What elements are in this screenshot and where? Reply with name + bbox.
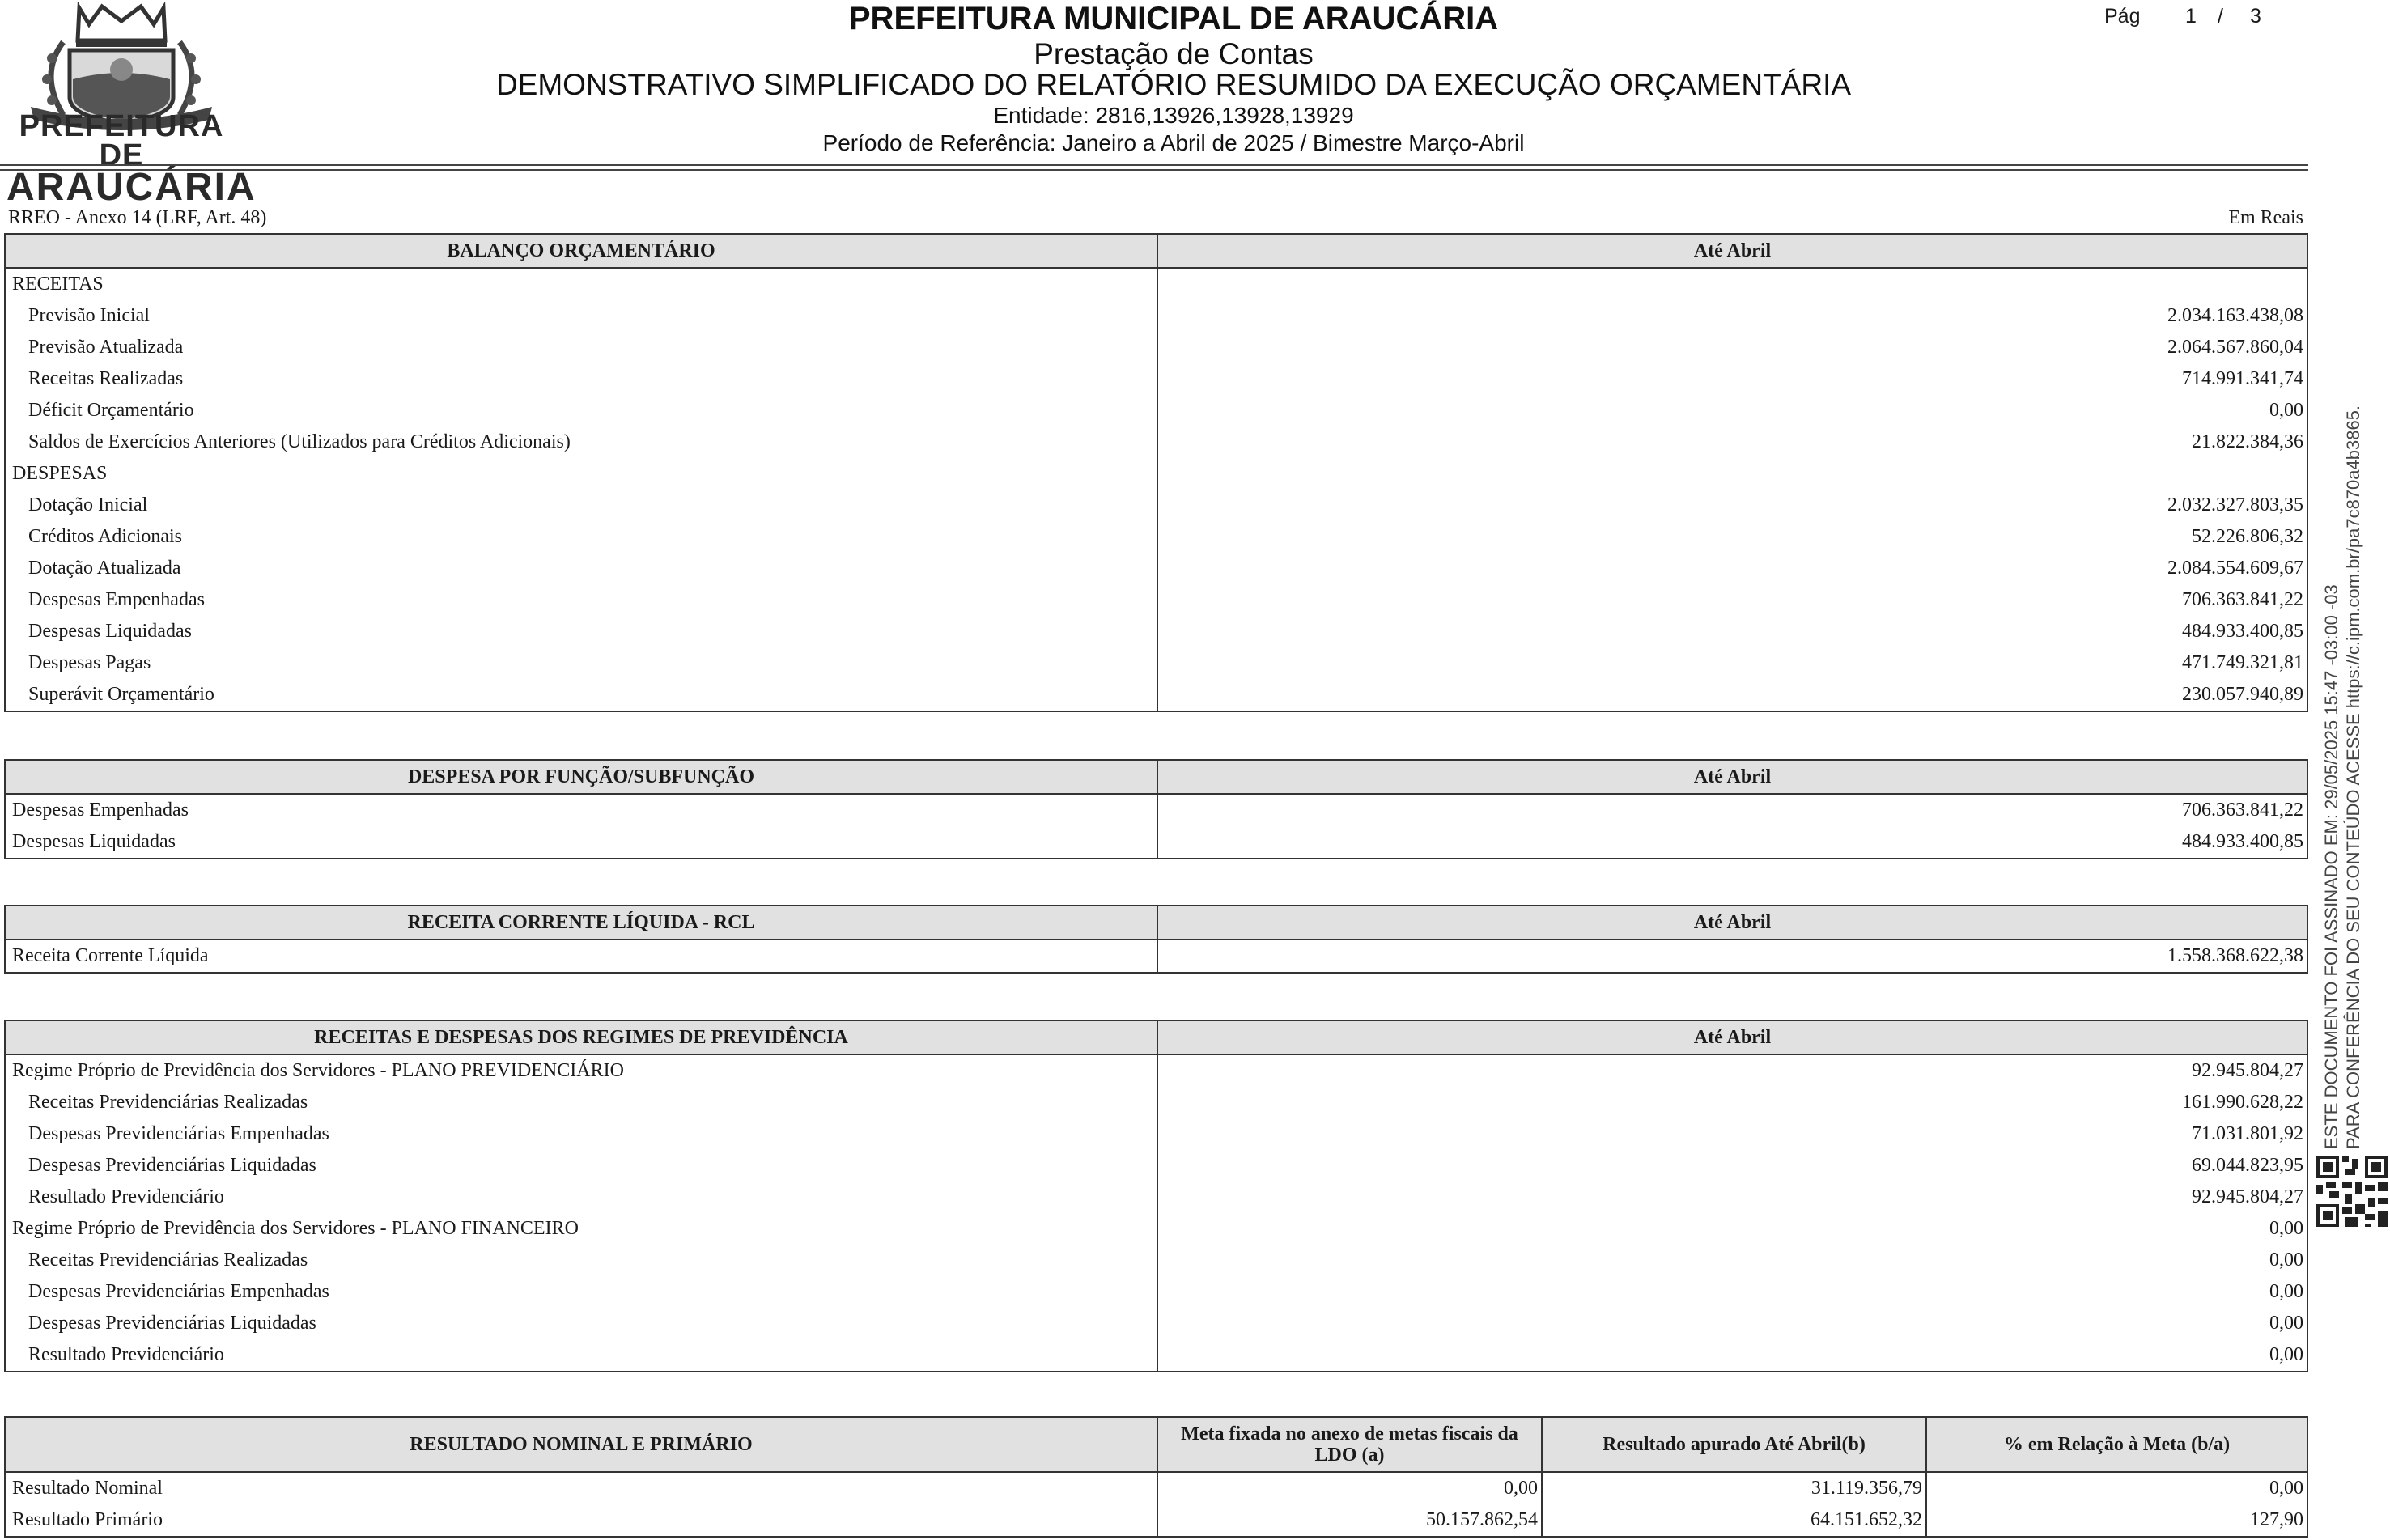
balanco-orcamentario-table — [4, 233, 2308, 712]
resultado-col-apurado: Resultado apurado Até Abril(b) — [1542, 1417, 1926, 1472]
page-label: Pág — [2104, 5, 2141, 28]
table-row: Saldos de Exercícios Anteriores (Utilizados para Créditos Adicionais) 21.822.384,36 — [5, 426, 2307, 458]
signature-stamp — [2320, 340, 2385, 1149]
previdencia-title: RECEITAS E DESPESAS DOS REGIMES DE PREVIDÊNCIA — [5, 1020, 1157, 1054]
table-row: Despesas Previdenciárias Liquidadas 69.044.823,95 — [5, 1150, 2307, 1182]
despesa-funcao-table — [4, 759, 2308, 859]
resultado-col-meta: Meta fixada no anexo de metas fiscais da LDO (a) — [1157, 1417, 1542, 1472]
resultado-title: RESULTADO NOMINAL E PRIMÁRIO — [5, 1417, 1157, 1472]
rcl-table — [4, 905, 2308, 974]
table-row: Despesas Liquidadas 484.933.400,85 — [5, 826, 2307, 859]
table-row: Déficit Orçamentário 0,00 — [5, 395, 2307, 426]
table-row: Despesas Empenhadas 706.363.841,22 — [5, 584, 2307, 616]
table-row: Despesas Previdenciárias Liquidadas 0,00 — [5, 1308, 2307, 1339]
period-line: Período de Referência: Janeiro a Abril de 2025 / Bimestre Março-Abril — [822, 130, 1525, 155]
rcl-col-header: Até Abril — [1157, 906, 2307, 940]
balanco-col-header: Até Abril — [1157, 234, 2307, 268]
resultado-nominal-primario-table — [4, 1416, 2308, 1538]
receitas-section-label: RECEITAS — [5, 268, 1157, 300]
funcao-col-header: Até Abril — [1157, 760, 2307, 794]
table-row: Resultado Previdenciário 92.945.804,27 — [5, 1182, 2307, 1213]
table-row: Previsão Atualizada 2.064.567.860,04 — [5, 332, 2307, 363]
table-row: Despesas Pagas 471.749.321,81 — [5, 647, 2307, 679]
logo-line-2: ARAUCÁRIA — [6, 166, 257, 209]
page-title: PREFEITURA MUNICIPAL DE ARAUCÁRIA — [848, 1, 1499, 36]
table-row: Receitas Realizadas 714.991.341,74 — [5, 363, 2307, 395]
stamp-line-1: ESTE DOCUMENTO FOI ASSINADO EM: 29/05/2025 15:47 -03:00 -03 — [2321, 584, 2341, 1149]
table-row: Receitas Previdenciárias Realizadas 0,00 — [5, 1245, 2307, 1276]
report-title: DEMONSTRATIVO SIMPLIFICADO DO RELATÓRIO RESUMIDO DA EXECUÇÃO ORÇAMENTÁRIA — [495, 68, 1852, 101]
logo-line-1: PREFEITURA DE — [19, 109, 224, 172]
plano-previdenciario-row: Regime Próprio de Previdência dos Servidores - PLANO PREVIDENCIÁRIO 92.945.804,27 — [5, 1054, 2307, 1087]
table-row: Despesas Previdenciárias Empenhadas 71.031.801,92 — [5, 1118, 2307, 1150]
funcao-title: DESPESA POR FUNÇÃO/SUBFUNÇÃO — [5, 760, 1157, 794]
table-row: Superávit Orçamentário 230.057.940,89 — [5, 679, 2307, 711]
table-row: Despesas Liquidadas 484.933.400,85 — [5, 616, 2307, 647]
plano-financeiro-row: Regime Próprio de Previdência dos Servidores - PLANO FINANCEIRO 0,00 — [5, 1213, 2307, 1245]
annex-reference: RREO - Anexo 14 (LRF, Art. 48) — [8, 207, 267, 228]
despesas-section-label: DESPESAS — [5, 458, 1157, 490]
table-row: Resultado Primário 50.157.862,54 64.151.652,32 127,90 — [5, 1504, 2307, 1537]
header-divider-top — [0, 164, 2308, 166]
header-divider-bottom — [0, 169, 2308, 171]
balanco-title: BALANÇO ORÇAMENTÁRIO — [5, 234, 1157, 268]
table-row: Previsão Inicial 2.034.163.438,08 — [5, 300, 2307, 332]
page-number: 1 — [2185, 5, 2197, 28]
table-row: Despesas Previdenciárias Empenhadas 0,00 — [5, 1276, 2307, 1308]
page-total: 3 — [2250, 5, 2261, 28]
entity-line: Entidade: 2816,13926,13928,13929 — [993, 103, 1354, 128]
table-row: Créditos Adicionais 52.226.806,32 — [5, 521, 2307, 553]
table-row: Resultado Previdenciário 0,00 — [5, 1339, 2307, 1372]
table-row: Dotação Inicial 2.032.327.803,35 — [5, 490, 2307, 521]
rcl-title: RECEITA CORRENTE LÍQUIDA - RCL — [5, 906, 1157, 940]
previdencia-table — [4, 1020, 2308, 1372]
table-row: Resultado Nominal 0,00 31.119.356,79 0,00 — [5, 1472, 2307, 1504]
resultado-col-pct: % em Relação à Meta (b/a) — [1926, 1417, 2307, 1472]
currency-unit: Em Reais — [2228, 207, 2303, 228]
page-separator: / — [2218, 5, 2223, 28]
page-subtitle: Prestação de Contas — [1034, 37, 1314, 70]
stamp-line-2[interactable]: PARA CONFERÊNCIA DO SEU CONTEÚDO ACESSE https://c.ipm.com.br/pa7c870a4b3865. — [2343, 405, 2363, 1149]
previdencia-col-header: Até Abril — [1157, 1020, 2307, 1054]
table-row: Receitas Previdenciárias Realizadas 161.990.628,22 — [5, 1087, 2307, 1118]
table-row: Despesas Empenhadas 706.363.841,22 — [5, 794, 2307, 826]
qr-code-icon[interactable] — [2316, 1156, 2388, 1227]
table-row: Dotação Atualizada 2.084.554.609,67 — [5, 553, 2307, 584]
table-row: Receita Corrente Líquida 1.558.368.622,38 — [5, 940, 2307, 973]
